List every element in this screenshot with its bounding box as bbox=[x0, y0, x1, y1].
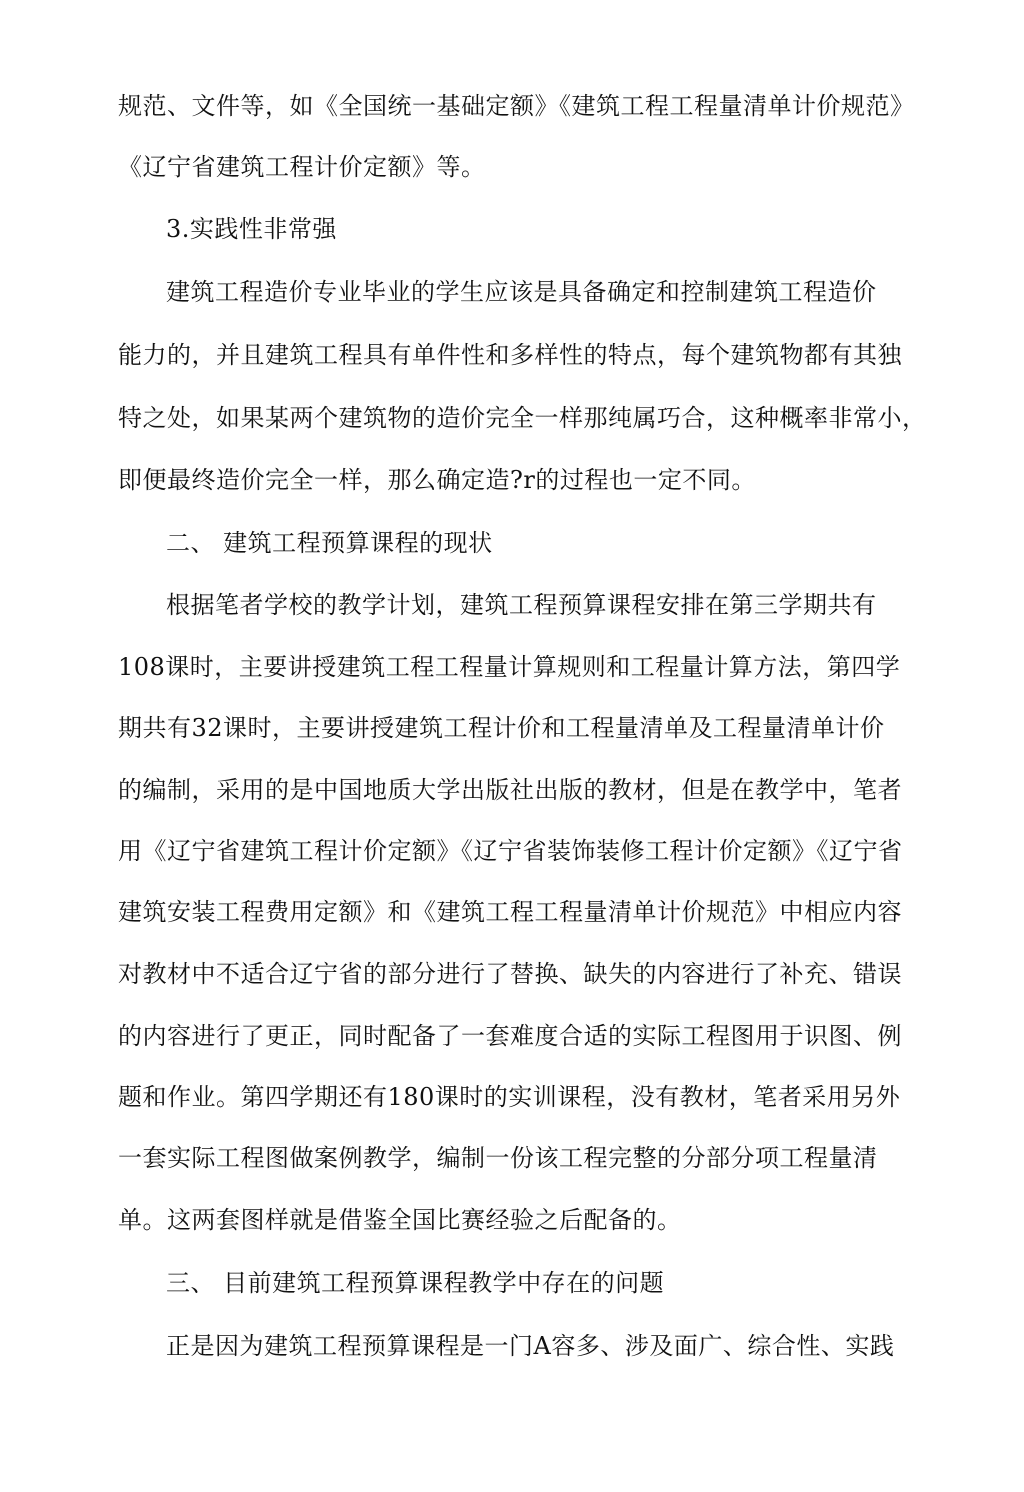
text-line: 对教材中不适合辽宁省的部分进行了替换、缺失的内容进行了补充、错误 bbox=[118, 960, 902, 988]
text-line: 108课时，主要讲授建筑工程工程量计算规则和工程量计算方法，第四学 bbox=[118, 653, 901, 681]
text-line: 用《辽宁省建筑工程计价定额》《辽宁省装饰装修工程计价定额》《辽宁省 bbox=[118, 837, 903, 865]
text-line: 的内容进行了更正，同时配备了一套难度合适的实际工程图用于识图、例 bbox=[118, 1022, 902, 1050]
section-heading: 3.实践性非常强 bbox=[166, 215, 337, 243]
text-line: 建筑安装工程费用定额》和《建筑工程工程量清单计价规范》中相应内容 bbox=[118, 898, 902, 926]
section-heading: 三、 目前建筑工程预算课程教学中存在的问题 bbox=[166, 1269, 665, 1297]
text-line: 即便最终造价完全一样，那么确定造?r的过程也一定不同。 bbox=[118, 466, 756, 494]
text-line: 《辽宁省建筑工程计价定额》等。 bbox=[118, 153, 486, 181]
text-line: 正是因为建筑工程预算课程是一门A容多、涉及面广、综合性、实践 bbox=[166, 1332, 895, 1360]
text-line: 根据笔者学校的教学计划，建筑工程预算课程安排在第三学期共有 bbox=[166, 591, 877, 619]
text-line: 题和作业。第四学期还有180课时的实训课程，没有教材，笔者采用另外 bbox=[118, 1083, 901, 1111]
text-line: 的编制，采用的是中国地质大学出版社出版的教材，但是在教学中，笔者 bbox=[118, 776, 902, 804]
text-line: 能力的，并且建筑工程具有单件性和多样性的特点，每个建筑物都有其独 bbox=[118, 341, 902, 369]
text-line: 一套实际工程图做案例教学，编制一份该工程完整的分部分项工程量清 bbox=[118, 1144, 878, 1172]
text-line: 规范、文件等，如《全国统一基础定额》《建筑工程工程量清单计价规范》 bbox=[118, 92, 915, 120]
section-heading: 二、 建筑工程预算课程的现状 bbox=[166, 529, 493, 557]
text-line: 期共有32课时，主要讲授建筑工程计价和工程量清单及工程量清单计价 bbox=[118, 714, 885, 742]
text-line: 单。这两套图样就是借鉴全国比赛经验之后配备的。 bbox=[118, 1206, 682, 1234]
text-line: 特之处，如果某两个建筑物的造价完全一样那纯属巧合，这种概率非常小， bbox=[118, 404, 927, 432]
text-line: 建筑工程造价专业毕业的学生应该是具备确定和控制建筑工程造价 bbox=[166, 278, 877, 306]
